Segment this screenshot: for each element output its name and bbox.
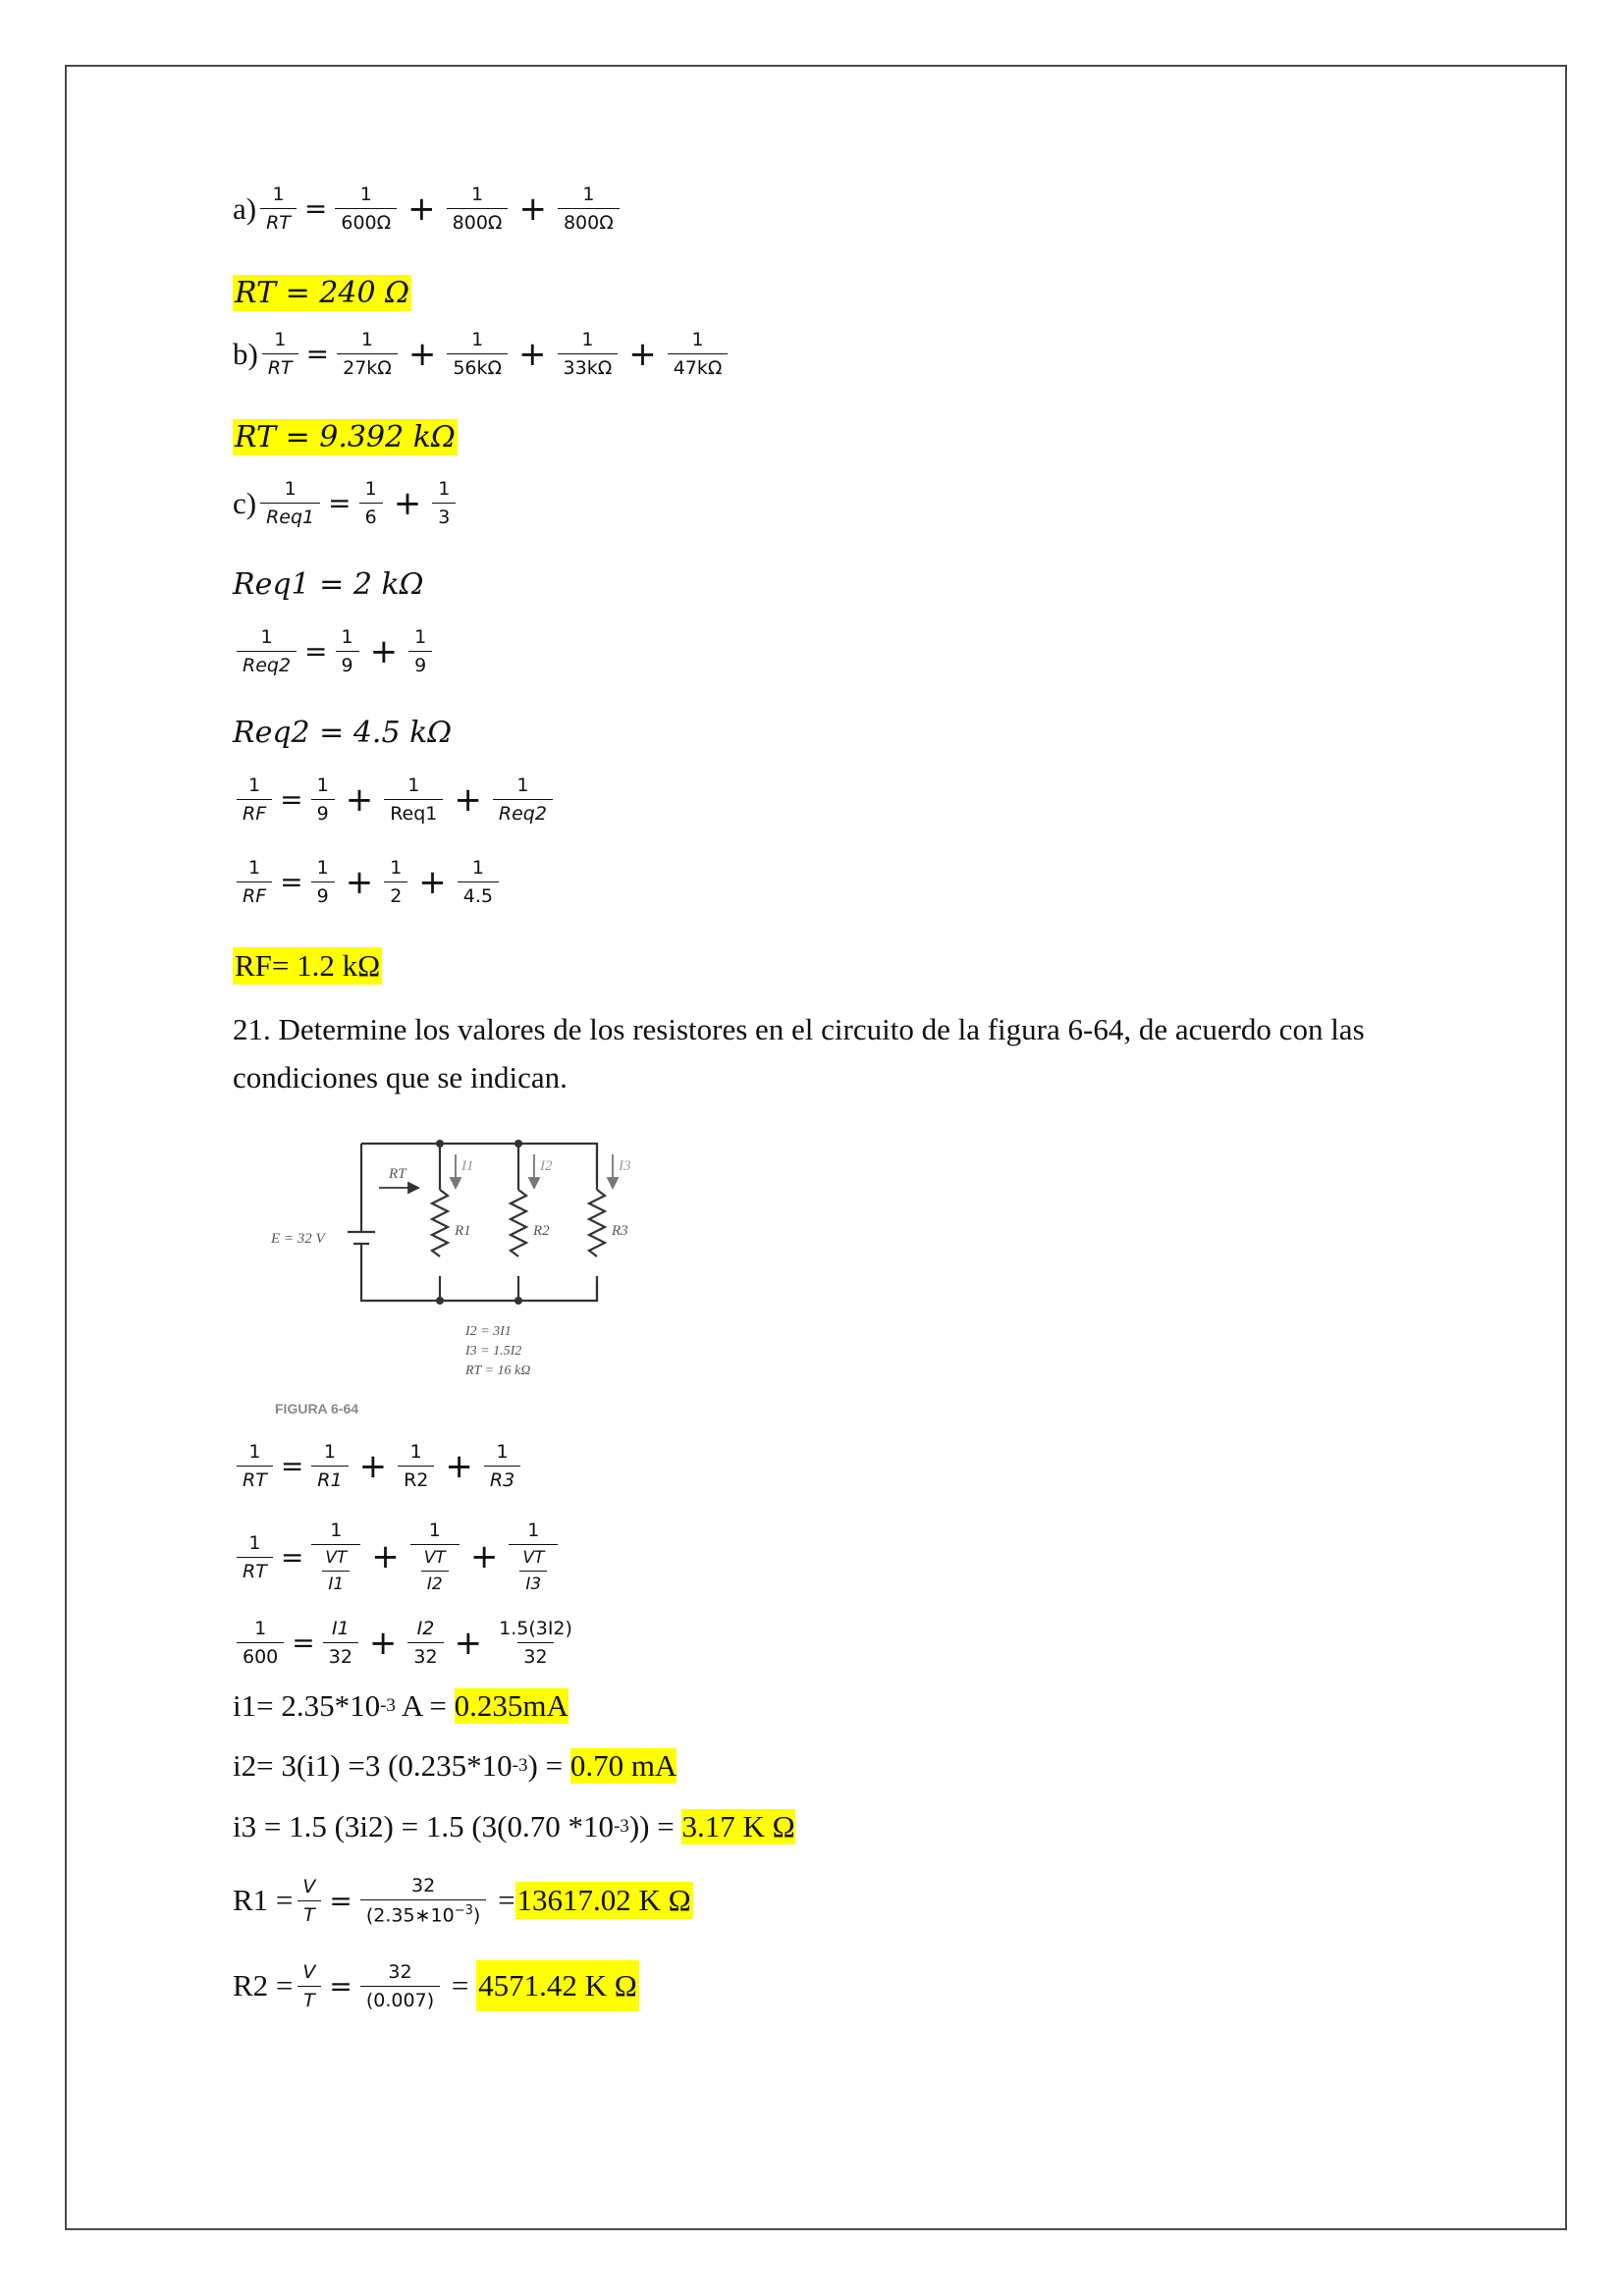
part-a-label: a): [233, 190, 257, 226]
figure-caption: FIGURA 6-64: [275, 1401, 359, 1416]
i2-result-line: i2= 3(i1) =3 (0.235*10 -3 ) = 0.70 mA: [233, 1748, 677, 1783]
part-a-equation: a) $\frac{1}{RT}$ = $\frac{1}{600\Omega}$ + $\frac{1}{800\Omega}$ + $\frac{1}{800\Omega}$: [233, 184, 623, 234]
part-a-result: RT = 240 Ω: [235, 276, 409, 310]
rf-equation-2: $\frac{1}{RF}$ = $\frac{1}{9}$ + $\frac{1}{2}$ + $\frac{1}{4.5}$: [233, 857, 503, 907]
i1-label: I1: [461, 1158, 474, 1174]
solution-eq-1: $\frac{1}{RT}$ = $\frac{1}{R1}$ + $\frac{1}{R2}$ + $\frac{1}{R3}$: [233, 1441, 524, 1491]
i2-highlight: 0.70 mA: [569, 1748, 677, 1783]
fraction: $\frac{1}{RT}$: [260, 184, 297, 234]
r2-result-line: R2 = $\frac{V}{T}$ = $\frac{32}{(0.007)}$ = 4571.42 K Ω: [233, 1960, 637, 2011]
i3-highlight: 3.17 K Ω: [681, 1809, 795, 1843]
rf-equation-1: $\frac{1}{RF}$ = $\frac{1}{9}$ + $\frac{1}{\text{Req1}}$ + $\frac{1}{\text{Req2}}$: [233, 774, 557, 825]
r3-label: R3: [612, 1223, 628, 1239]
req1-result: Req1 = 2 kΩ: [233, 567, 424, 602]
i3-label: I3: [619, 1158, 631, 1174]
problem-21-statement: 21. Determine los valores de los resistores en el circuito de la figura 6-64, de acuerdo con las condiciones que se indican.: [233, 1012, 1365, 1095]
rf-result: RF= 1.2 kΩ: [235, 948, 381, 983]
i1-result-line: i1= 2.35*10 -3 A = 0.235mA: [233, 1688, 568, 1723]
i2-label: I2: [540, 1158, 553, 1174]
req2-equation: $\frac{1}{\text{Req2}}$ = $\frac{1}{9}$ + $\frac{1}{9}$: [233, 626, 436, 676]
r1-result-line: R1 = $\frac{V}{T}$ = $\frac{32}{(2.35∗10^{-3})}$ = 13617.02 K Ω: [233, 1875, 691, 1927]
part-b-equation: b) $\frac{1}{RT}$ = $\frac{1}{27k\Omega}$ + $\frac{1}{56k\Omega}$ + $\frac{1}{33k\Omega}$ + $\frac{1}{47k\Omega}$: [233, 329, 731, 379]
r2-highlight: 4571.42 K Ω: [476, 1960, 639, 2011]
condition-1: I2 = 3I1: [465, 1324, 512, 1339]
condition-2: I3 = 1.5I2: [465, 1344, 522, 1359]
part-b-label: b): [233, 336, 258, 371]
part-b-result: RT = 9.392 kΩ: [235, 420, 456, 454]
solution-eq-2: $\frac{1}{RT}$ = $\frac{1}{\frac{VT}{I1}}$ + $\frac{1}{\frac{VT}{I2}}$ + $\frac{1}{\frac{VT}{I3}}$: [233, 1520, 562, 1594]
part-c-label: c): [233, 485, 257, 520]
r1-label: R1: [455, 1223, 471, 1239]
condition-3: RT = 16 kΩ: [465, 1363, 531, 1378]
rt-label: RT: [389, 1166, 406, 1182]
i1-highlight: 0.235mA: [454, 1688, 568, 1723]
r2-label: R2: [533, 1223, 550, 1239]
req2-result: Req2 = 4.5 kΩ: [233, 716, 453, 750]
solution-eq-3: $\frac{1}{600}$ = $\frac{I1}{32}$ + $\frac{I2}{32}$ + $\frac{1.5(3I2)}{32}$: [233, 1618, 582, 1668]
r1-highlight: 13617.02 K Ω: [516, 1883, 691, 1918]
part-c-equation: c) $\frac{1}{\text{Req1}}$ = $\frac{1}{6}$ + $\frac{1}{3}$: [233, 478, 460, 528]
source-label: E = 32 V: [271, 1231, 325, 1247]
circuit-figure-6-64: [263, 1119, 676, 1431]
i3-result-line: i3 = 1.5 (3i2) = 1.5 (3(0.70 *10 -3 )) = 3.17 K Ω: [233, 1809, 795, 1843]
